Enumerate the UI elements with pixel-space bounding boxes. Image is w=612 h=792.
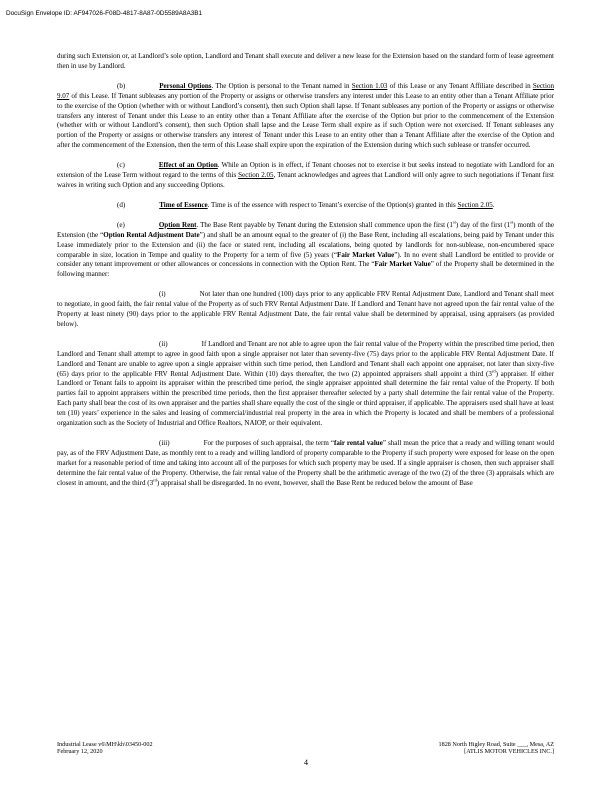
defined-term: Fair Market Value [374, 260, 431, 269]
section-c-effect-of-option: (c) Effect of an Option. While an Option is in effect, if Tenant chooses not to exercise it but seeks instead to negotiate with Landlord for an extension of the Lease Term without regard to the terms of this Section 2.05, Tenant acknowledges and agrees that Landlord will only agree to such negotiations if Tenant first waives in writing such Option and any succeeding Options. [57, 161, 555, 189]
section-e-number: (e) [117, 220, 125, 229]
docusign-envelope-id: DocuSign Envelope ID: AF947026-F08D-4817-8A87-0D5589A8A3B1 [6, 10, 203, 17]
section-ref: Section 2.05 [238, 171, 274, 180]
section-b-title: Personal Options [159, 81, 212, 90]
subsection-ii: (ii) If Landlord and Tenant are not able to agree upon the fair rental value of the Property within the prescribed time period, then Landlord and Tenant shall attempt to agree in good faith upon a single appraiser not later than seventy-five (75) days prior to the applicable FRV Rental Adjustment Date. If Landlord and Tenant are unable to agree upon a single appraiser within such time period, then Landlord and Tenant shall each appoint one appraiser, not later than sixty-five (65) days prior to the applicable FRV Rental Adjustment Date. Within (10) days thereafter, the two (2) appointed appraisers shall appoint a third (3rd) appraiser. If either Landlord or Tenant fails to appoint its appraiser within the prescribed time period, the single appraiser appointed shall determine the fair rental value of the Property. If both parties fail to appoint appraisers within the prescribed time periods, then the first appraiser thereafter selected by a party shall determine the fair rental value of the Property. Each party shall bear the cost of its own appraiser and the parties shall share equally the cost of the single or third appraiser, if applicable. The appraisers used shall have at least ten (10) years’ experience in the sales and leasing of commercial/industrial real property in the area in which the Property is located and shall be members of a professional organization such as the Society of Industrial and Office Realtors, NAIOP, or their equivalent. [57, 339, 555, 428]
subsection-i-number: (i) [159, 290, 166, 299]
section-d-time-of-essence: (d) Time of Essence. Time is of the essence with respect to Tenant’s exercise of the Option(s) granted in this Section 2.05. [117, 200, 495, 209]
section-b-personal-options: (b) Personal Options. The Option is personal to the Tenant named in Section 1.03 of this Lease or any Tenant Affiliate described in Section 9.07 of this Lease. If Tenant subleases any portion of the Property or assigns or otherwise transfers any interest under this Lease to an entity other than a Tenant Affiliate prior to the exercise of the Option (whether with or without Landlord’s consent), then such Option shall lapse. If Tenant subleases any portion of the Property or assigns or otherwise transfers any interest of Tenant under this Lease to an entity other than a Tenant Affiliate after the exercise of the Option but prior to the commencement of the Extension (whether with or without Landlord’s consent), then such Option shall lapse and the Lease Term shall expire as if such Option were not exercised. If Tenant subleases any portion of the Property or assigns or otherwise transfers any interest of Tenant under this Lease to an entity other than a Tenant Affiliate after the exercise of the Option and after the commencement of the Extension, then the term of this Lease shall expire upon the expiration of the Extension during which such sublease or transfer occurred. [57, 81, 554, 150]
section-ref: Section 9.07 [57, 81, 554, 100]
footer-date: February 12, 2020 [57, 748, 103, 756]
defined-term: Option Rental Adjustment Date [103, 230, 200, 239]
section-d-number: (d) [117, 200, 126, 209]
defined-term: Fair Market Value [337, 250, 395, 259]
intro-paragraph: during such Extension or, at Landlord’s sole option, Landlord and Tenant shall execute and deliver a new lease for the Extension based on the standard form of lease agreement then in use by Landlord. [57, 52, 554, 70]
footer-address: 1828 North Higley Road, Suite ___, Mesa, AZ [438, 741, 554, 748]
section-c-number: (c) [117, 161, 125, 170]
defined-term: fair rental value [334, 439, 383, 447]
document-body [57, 52, 554, 499]
section-e-option-rent: (e) Option Rent. The Base Rent payable by Tenant during the Extension shall commence upon the first (1st) day of the first (1st) month of the Extension (the “Option Rental Adjustment Date”) and shall be an amount equal to the greater of (i) the Base Rent, including all escalations, being paid by Tenant under this Lease immediately prior to the Extension and (ii) the face or stated rent, including all escalations, being quoted by landlords for non-sublease, non-encumbered space comparable in size, location in Tempe and quality to the Property for a term of five (5) years (“Fair Market Value”). In no event shall Landlord be entitled to provide or consider any tenant improvement or other allowances or concessions in connection with the Option Rent. The “Fair Market Value” of the Property shall be determined in the following manner: [57, 219, 554, 279]
subsection-ii-number: (ii) [159, 339, 168, 348]
section-c-title: Effect of an Option [158, 161, 218, 170]
section-ref: Section 2.05 [457, 200, 493, 209]
page-number: 4 [304, 758, 308, 767]
footer-doc-ref: Industrial Lease v6\MH\kh\03450-002 [57, 741, 153, 748]
footer-left [57, 741, 153, 755]
footer-tenant: [ATLIS MOTOR VEHICLES INC.] [464, 748, 554, 756]
subsection-iii-number: (iii) [159, 439, 170, 447]
section-d-title: Time of Essence [159, 200, 208, 209]
subsection-iii: (iii) For the purposes of such appraisal, the term “fair rental value” shall mean the price that a ready and willing tenant would pay, as of the FRV Adjustment Date, as monthly rent to a ready and willing landlord of property comparable to the Property if such property were exposed for lease on the open market for a reasonable period of time and taking into account all of the purposes for which such property may be used. If a single appraiser is chosen, then such appraiser shall determine the fair rental value of the Property. Otherwise, the fair rental value of the Property shall be the arithmetic average of the two (2) of the three (3) appraisals which are closest in amount, and the third (3rd) appraisal shall be disregarded. In no event, however, shall the Base Rent be reduced below the amount of Base [57, 439, 555, 487]
subsection-i: (i) Not later than one hundred (100) days prior to any applicable FRV Rental Adjustment Date, Landlord and Tenant shall meet to negotiate, in good faith, the fair rental value of the Property as of such FRV Rental Adjustment Date. If Landlord and Tenant have not agreed upon the fair rental value of the Property at least ninety (90) days prior to the applicable FRV Rental Adjustment Date, the fair rental value shall be determined by appraisal, using appraisers (as provided below). [57, 290, 554, 328]
section-e-title: Option Rent [158, 220, 197, 229]
section-b-number: (b) [117, 81, 126, 90]
footer-right [439, 741, 555, 755]
section-ref: Section 1.03 [351, 81, 388, 90]
